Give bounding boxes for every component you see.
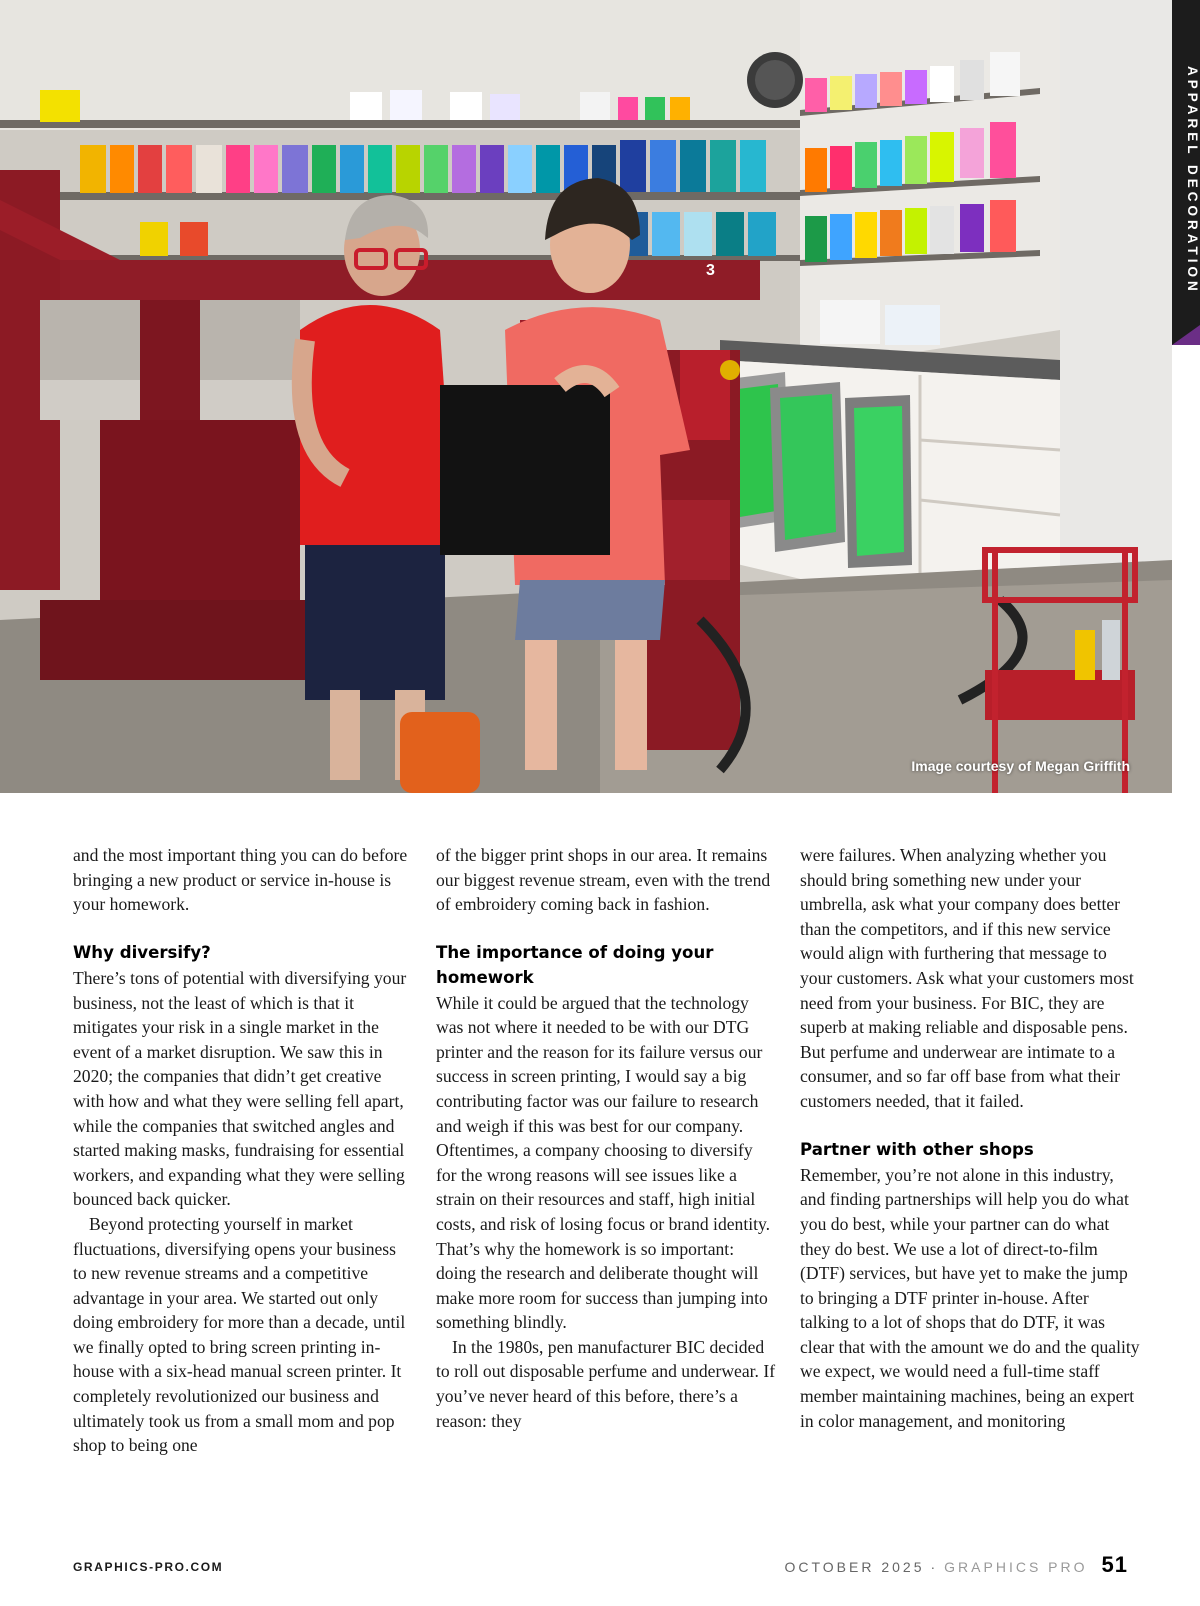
paragraph: In the 1980s, pen manufacturer BIC decided to roll out disposable perfume and underwear. If you’ve never heard of this before, there’s a reason: they xyxy=(436,1336,776,1431)
photo-caption: Image courtesy of Megan Griffith xyxy=(911,758,1130,774)
subheading-partner-with-shops: Partner with other shops xyxy=(800,1140,1034,1160)
article-photo xyxy=(0,0,1172,793)
section-tab xyxy=(1172,0,1200,345)
footer-folio xyxy=(784,1552,1128,1578)
subheading-importance-of-homework: The importance of doing your homework xyxy=(436,943,714,987)
paragraph: and the most important thing you can do before bringing a new product or service in-house is your homework. xyxy=(73,845,408,915)
paragraph: of the bigger print shops in our area. It remains our biggest revenue stream, even with the trend of embroidery coming back in fashion. xyxy=(436,845,771,915)
section-tab-label: APPAREL DECORATION xyxy=(1185,65,1200,295)
paragraph: While it could be argued that the technology was not where it needed to be with our DTG printer and the reason for its failure versus our success in screen printing, I would say a big contributing factor was our failure to research and weigh if this was best for our company. Oftentimes, a company choosing to diversify for the wrong reasons will see issues like a strain on their resources and staff, high initial costs, and risk of losing focus or brand identity. That’s why the homework is so important: doing the research and deliberate thought will make more room for success than jumping into something blindly. xyxy=(436,992,771,1333)
paragraph: Beyond protecting yourself in market fluctuations, diversifying opens your business to new revenue streams and a competitive advantage in your area. We started out only doing embroidery for more than a decade, until we finally opted to bring screen printing in-house with a six-head manual screen printer. It completely revolutionized our business and ultimately took us from a small mom and pop shop to being one xyxy=(73,1213,406,1456)
text-column-1 xyxy=(73,843,413,1458)
text-column-2 xyxy=(436,843,776,1433)
footer-separator: · xyxy=(930,1559,939,1575)
paragraph: There’s tons of potential with diversifying your business, not the least of which is that it mitigates your risk in a single market in the event of a market disruption. We saw this in 2020; the companies that didn’t get creative with how and what they were selling fell apart, while the companies that switched angles and started making masks, fundraising for essential workers, and expanding what they were selling bounced back quicker. xyxy=(73,967,407,1210)
press-number: 3 xyxy=(706,262,715,279)
footer-issue-date: OCTOBER 2025 xyxy=(784,1559,925,1575)
section-tab-accent xyxy=(1172,325,1200,345)
footer-website: GRAPHICS-PRO.COM xyxy=(73,1560,224,1574)
paragraph: were failures. When analyzing whether you should bring something new under your umbrella, ask what your company does better than the competitors, and if this new service would align with furthering that message to your customers. Ask what your customers most need from your business. For BIC, they are superb at making reliable and disposable pens. But perfume and underwear are intimate to a consumer, and so far off base from what their customers needed, that it failed. xyxy=(800,845,1134,1111)
paragraph: Remember, you’re not alone in this industry, and finding partnerships will help you do what you do best, while your partner can do what they do best. We use a lot of direct-to-film (DTF) services, but have yet to make the jump to bringing a DTF printer in-house. After talking to a lot of shops that do DTF, it was clear that with the amount we do and the quality we expect, we would need a full-time staff member maintaining machines, being an expert in color management, and monitoring xyxy=(800,1164,1140,1431)
footer-magazine-name: GRAPHICS PRO xyxy=(944,1559,1088,1575)
subheading-why-diversify: Why diversify? xyxy=(73,943,211,963)
page-number: 51 xyxy=(1101,1552,1128,1577)
text-column-3 xyxy=(800,843,1140,1433)
photo-illustration xyxy=(0,0,1172,793)
